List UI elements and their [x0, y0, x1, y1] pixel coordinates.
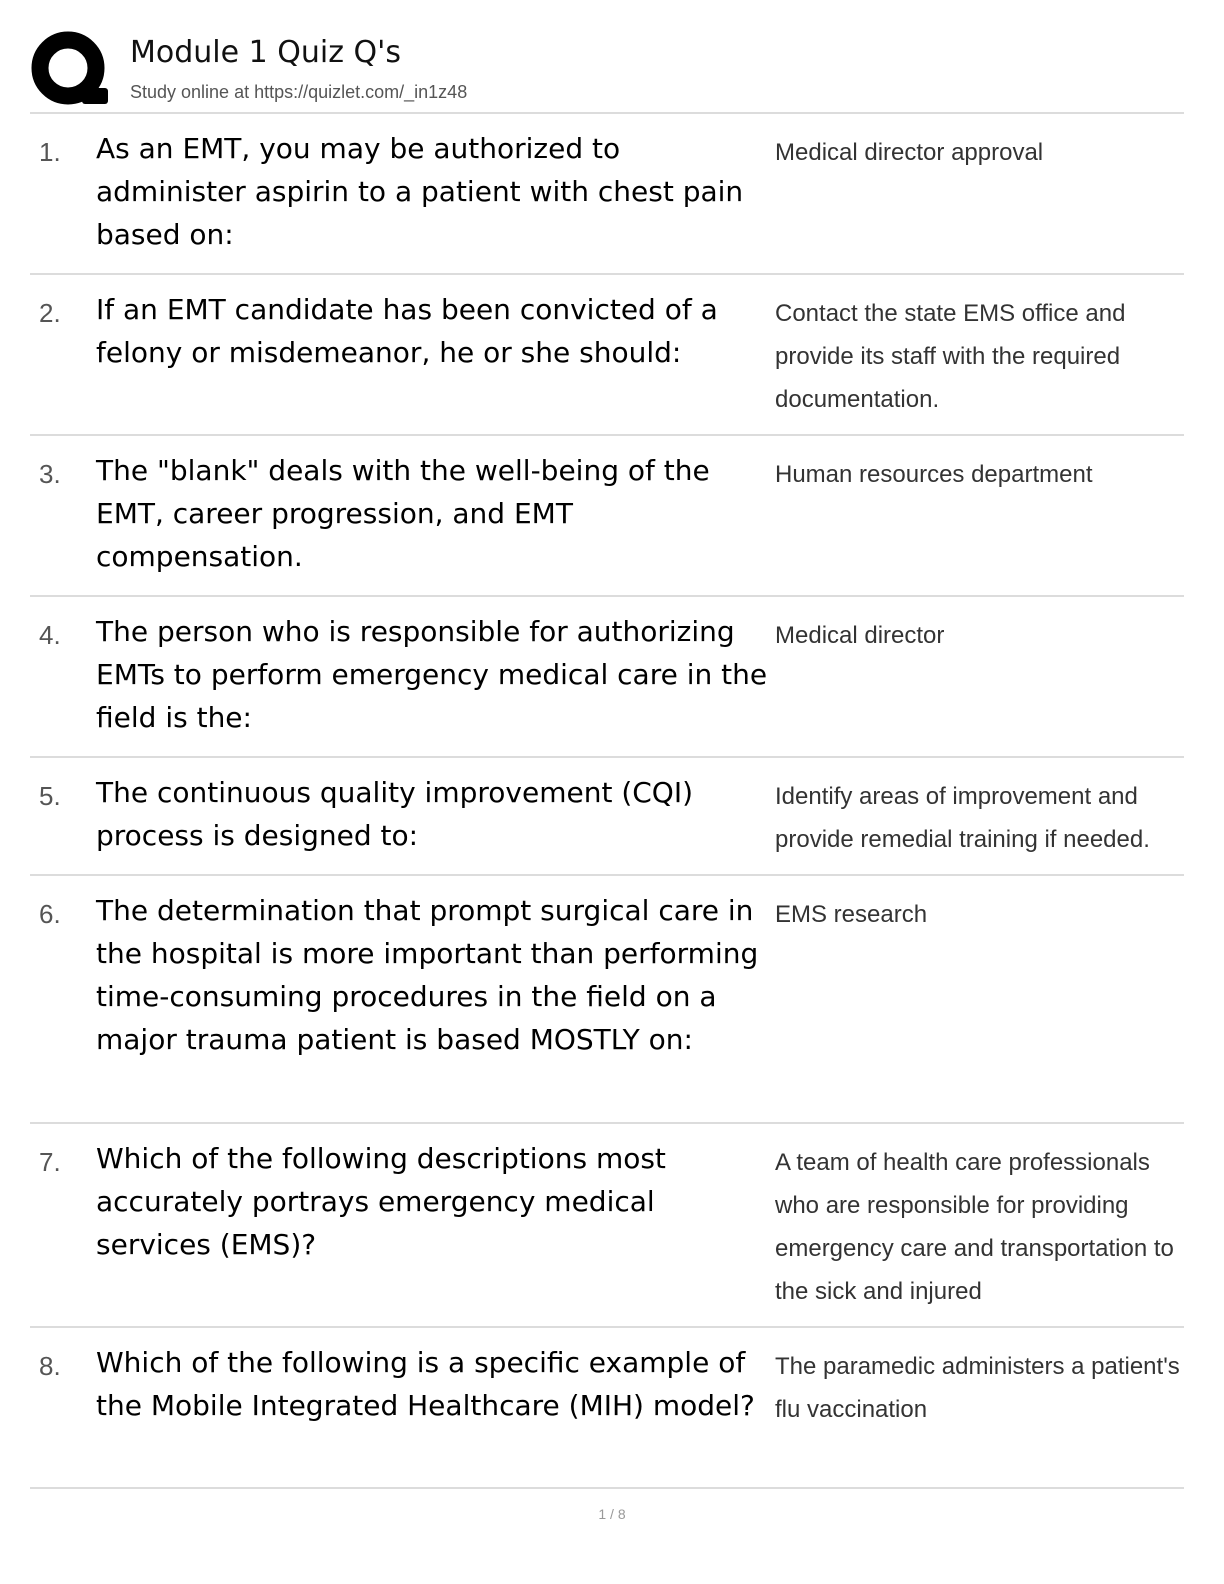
quizlet-q-logo-icon: [30, 30, 110, 110]
flashcard-row: [30, 1328, 1184, 1489]
card-question: The determination that prompt surgical care in the hospital is more important than performing time-consuming procedures in the field on a major trauma patient is based MOSTLY on:: [96, 894, 759, 1056]
card-answer: Identify areas of improvement and provide remedial training if needed.: [775, 783, 1150, 853]
flashcard-row: [30, 114, 1184, 275]
study-online-link[interactable]: Study online at https://quizlet.com/_in1z48: [130, 82, 468, 102]
card-number: 8.: [39, 1351, 61, 1381]
document-header: [30, 30, 1184, 114]
page-title: Module 1 Quiz Q's: [130, 35, 401, 70]
flashcard-list: [30, 114, 1184, 1489]
card-number: 7.: [39, 1147, 61, 1177]
card-question: The person who is responsible for authorizing EMTs to perform emergency medical care in the field is the:: [96, 615, 768, 734]
flashcard-row: [30, 275, 1184, 436]
card-answer: The paramedic administers a patient's flu vaccination: [775, 1353, 1180, 1423]
flashcard-row: [30, 876, 1184, 1124]
card-question: Which of the following descriptions most accurately portrays emergency medical services (EMS)?: [96, 1142, 666, 1261]
card-question: Which of the following is a specific example of the Mobile Integrated Healthcare (MIH) model?: [96, 1346, 755, 1422]
card-question: The continuous quality improvement (CQI) process is designed to:: [96, 776, 694, 852]
card-answer: Medical director: [775, 622, 945, 649]
card-number: 4.: [39, 620, 61, 650]
flashcard-row: [30, 597, 1184, 758]
card-answer: Contact the state EMS office and provide its staff with the required documentation.: [775, 300, 1126, 413]
card-number: 6.: [39, 899, 61, 929]
flashcard-row: [30, 436, 1184, 597]
card-question: If an EMT candidate has been convicted of a felony or misdemeanor, he or she should:: [96, 293, 718, 369]
card-number: 1.: [39, 137, 61, 167]
page-indicator: 1 / 8: [598, 1506, 626, 1522]
card-number: 3.: [39, 459, 61, 489]
card-number: 2.: [39, 298, 61, 328]
card-question: The "blank" deals with the well-being of the EMT, career progression, and EMT compensation.: [96, 454, 710, 573]
card-answer: EMS research: [775, 901, 928, 928]
flashcard-row: [30, 758, 1184, 876]
card-question: As an EMT, you may be authorized to administer aspirin to a patient with chest pain based on:: [96, 132, 744, 251]
card-answer: Human resources department: [775, 461, 1093, 488]
flashcard-row: [30, 1124, 1184, 1328]
card-answer: Medical director approval: [775, 139, 1044, 166]
card-number: 5.: [39, 781, 61, 811]
card-answer: A team of health care professionals who are responsible for providing emergency care and transportation to the sick and injured: [775, 1149, 1174, 1305]
